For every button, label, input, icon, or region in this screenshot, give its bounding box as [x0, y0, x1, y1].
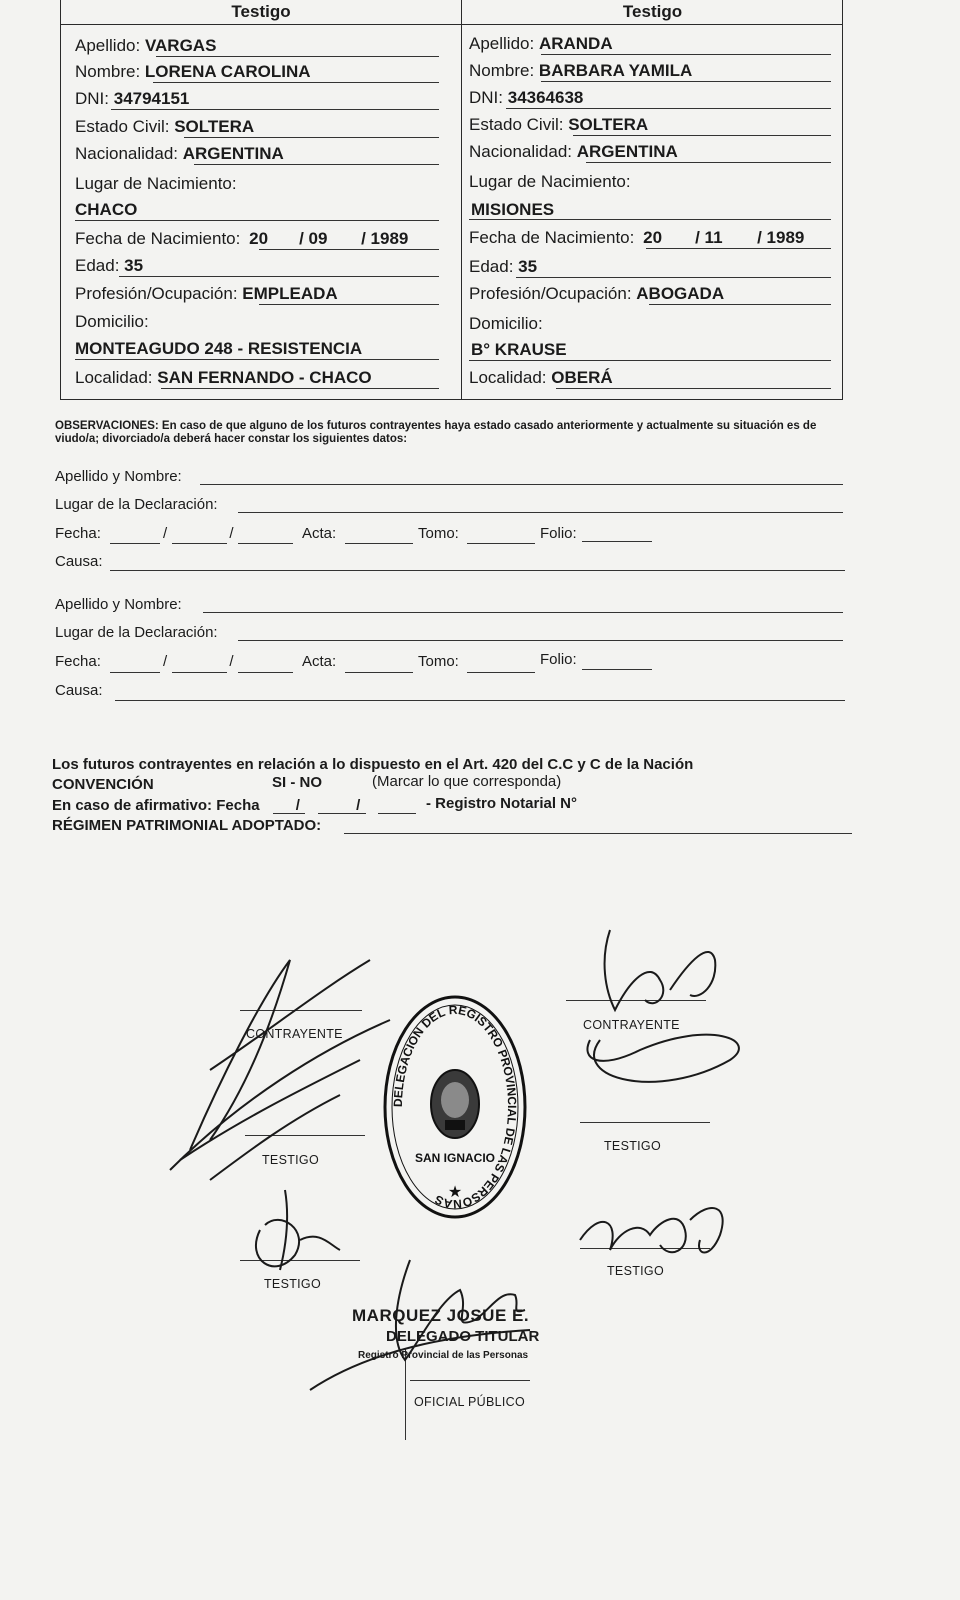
left-lugar-label: Lugar de Nacimiento:	[75, 174, 237, 193]
right-profesion-row: Profesión/Ocupación: ABOGADA	[469, 284, 725, 303]
left-domicilio-value: MONTEAGUDO 248 - RESISTENCIA	[75, 339, 363, 358]
obs2-tomo-label: Tomo:	[418, 653, 459, 670]
obs2-acta-label: Acta:	[302, 653, 337, 670]
obs1-causa-field[interactable]	[110, 570, 845, 571]
column-divider	[461, 0, 462, 399]
left-witness-title: Testigo	[231, 2, 291, 21]
obs1-acta-label: Acta:	[302, 525, 337, 542]
obs1-causa-label: Causa:	[55, 553, 103, 570]
convencion-intro: Los futuros contrayentes en relación a lo dispuesto en el Art. 420 del C.C y C de la Nación	[52, 756, 694, 773]
left-dni-row: DNI: 34794151	[75, 89, 190, 108]
right-lugar-label: Lugar de Nacimiento:	[469, 172, 631, 191]
left-apellido-row: Apellido: VARGAS	[75, 36, 217, 55]
right-dni-row: DNI: 34364638	[469, 88, 584, 107]
right-witness-title: Testigo	[622, 2, 683, 21]
right-lugar-value: MISIONES	[471, 200, 555, 219]
testigo-1-label: TESTIGO	[262, 1153, 319, 1167]
obs2-folio-label: Folio:	[540, 651, 577, 668]
signature-oficial	[300, 1240, 560, 1440]
official-stamp-office: Registro Provincial de las Personas	[358, 1350, 529, 1361]
testigo-4-label: TESTIGO	[607, 1264, 664, 1278]
left-localidad-row: Localidad: SAN FERNANDO - CHACO	[75, 368, 372, 387]
obs2-apellido-label: Apellido y Nombre:	[55, 596, 182, 613]
left-estado-row: Estado Civil: SOLTERA	[75, 117, 255, 136]
obs2-lugar-field[interactable]	[238, 640, 843, 641]
right-edad-row: Edad: 35	[469, 257, 538, 276]
testigo-2-label: TESTIGO	[604, 1139, 661, 1153]
obs1-fecha-row: Fecha: / /	[55, 525, 234, 542]
convencion-afirmativo: En caso de afirmativo: Fecha / /	[52, 797, 361, 814]
testigo-3-label: TESTIGO	[264, 1277, 321, 1291]
obs2-causa-field[interactable]	[115, 700, 845, 701]
observaciones-note: OBSERVACIONES: En caso de que alguno de los futuros contrayentes haya estado casado anteriormente y actualmente su situación es de viudo/a; divorciado/a deberá hacer constar los siguientes datos:	[55, 420, 817, 445]
right-nacionalidad-row: Nacionalidad: ARGENTINA	[469, 142, 678, 161]
right-localidad-row: Localidad: OBERÁ	[469, 368, 613, 387]
seal-star-icon: ★	[447, 1184, 463, 1201]
obs1-lugar-field[interactable]	[238, 512, 843, 513]
official-stamp-name: MARQUEZ JOSUE E.	[352, 1306, 530, 1325]
obs1-folio-label: Folio:	[540, 525, 577, 542]
official-stamp-title: DELEGADO TITULAR	[386, 1328, 540, 1345]
left-nacionalidad-row: Nacionalidad: ARGENTINA	[75, 144, 284, 163]
right-fecha-row: Fecha de Nacimiento: 20 / 11 / 1989	[469, 228, 805, 247]
obs2-apellido-field[interactable]	[203, 612, 843, 613]
convencion-label: CONVENCIÓN	[52, 776, 154, 793]
witness-table	[60, 0, 843, 400]
obs1-apellido-label: Apellido y Nombre:	[55, 468, 182, 485]
registro-notarial-label: - Registro Notarial N°	[426, 795, 578, 812]
regimen-label: RÉGIMEN PATRIMONIAL ADOPTADO:	[52, 817, 322, 834]
seal-center-text: SAN IGNACIO	[414, 1151, 496, 1165]
obs2-fecha-row: Fecha: / /	[55, 653, 234, 670]
obs1-tomo-label: Tomo:	[418, 525, 459, 542]
left-domicilio-label: Domicilio:	[75, 312, 149, 331]
signature-testigo-right	[560, 1180, 740, 1280]
right-domicilio-label: Domicilio:	[469, 314, 543, 333]
contrayente-right-label: CONTRAYENTE	[583, 1018, 680, 1032]
obs2-causa-label: Causa:	[55, 682, 103, 699]
oficial-label: OFICIAL PÚBLICO	[414, 1395, 526, 1409]
obs1-lugar-label: Lugar de la Declaración:	[55, 496, 218, 513]
left-profesion-row: Profesión/Ocupación: EMPLEADA	[75, 284, 338, 303]
obs2-lugar-label: Lugar de la Declaración:	[55, 624, 218, 641]
signature-contrayente-right	[540, 900, 760, 1140]
left-lugar-value: CHACO	[75, 200, 138, 219]
convencion-hint: (Marcar lo que corresponda)	[372, 773, 562, 790]
right-apellido-row: Apellido: ARANDA	[469, 34, 613, 53]
header-divider	[61, 24, 842, 25]
seal-ring-text: DELEGACION DEL REGISTRO PROVINCIAL DE LAS PERSONAS	[390, 1002, 520, 1212]
right-estado-row: Estado Civil: SOLTERA	[469, 115, 649, 134]
obs1-apellido-field[interactable]	[200, 484, 843, 485]
contrayente-left-label: CONTRAYENTE	[246, 1027, 343, 1041]
left-fecha-row: Fecha de Nacimiento: 20 / 09 / 1989	[75, 229, 409, 248]
right-domicilio-value: B° KRAUSE	[471, 340, 567, 359]
left-edad-row: Edad: 35	[75, 256, 144, 275]
left-nombre-row: Nombre: LORENA CAROLINA	[75, 62, 311, 81]
regimen-field[interactable]	[344, 833, 852, 834]
right-nombre-row: Nombre: BARBARA YAMILA	[469, 61, 693, 80]
convencion-options[interactable]: SI - NO	[272, 774, 323, 791]
